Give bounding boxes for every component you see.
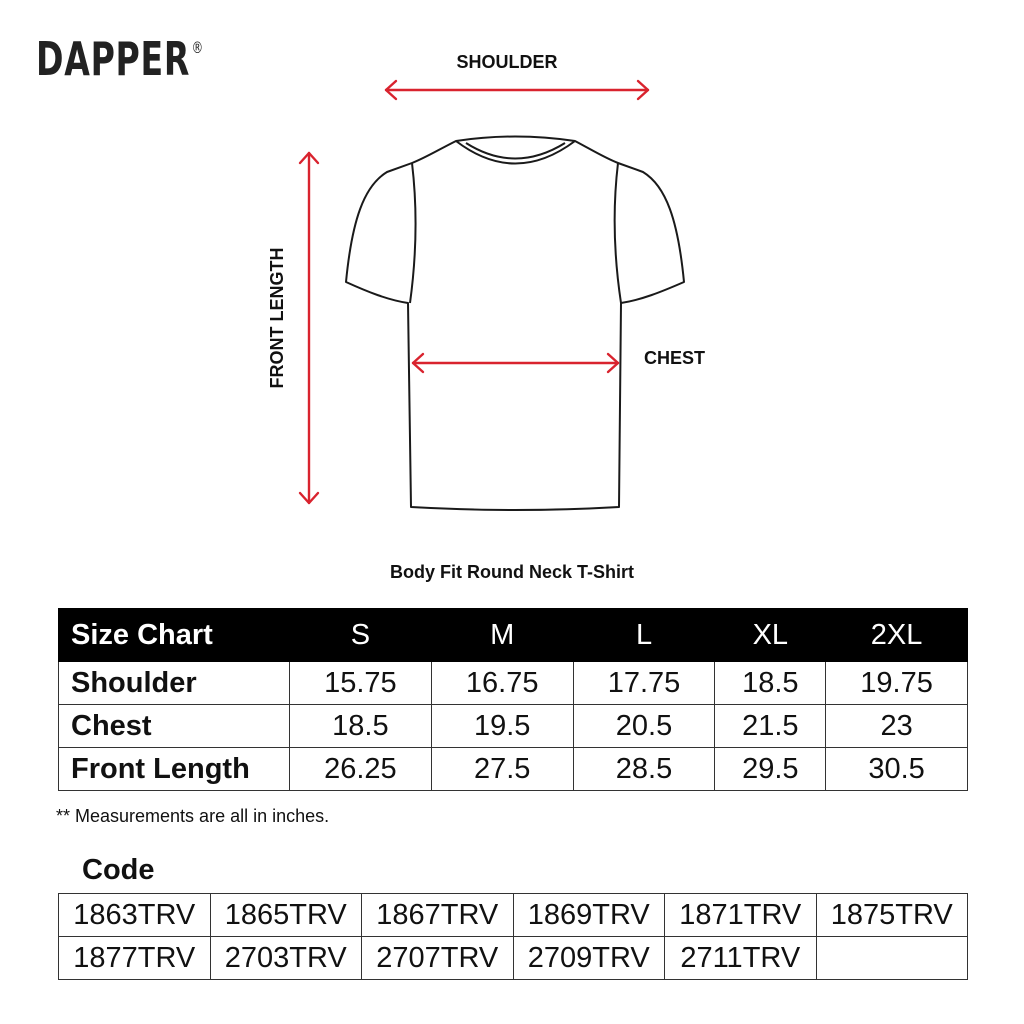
size-header: M [431,609,573,662]
table-cell: 20.5 [573,705,715,748]
shoulder-arrow [386,81,648,99]
measurement-arrows [300,81,648,503]
code-cell: 1877TRV [59,937,211,980]
table-cell: 27.5 [431,748,573,791]
size-chart-table [58,608,968,791]
table-cell: 18.5 [715,662,826,705]
code-cell: 1875TRV [816,894,968,937]
table-cell: 29.5 [715,748,826,791]
code-cell: 2709TRV [513,937,665,980]
code-cell: 1867TRV [362,894,514,937]
tshirt-outline [346,137,684,511]
table-cell: 19.75 [826,662,968,705]
code-cell: 1869TRV [513,894,665,937]
chest-label: CHEST [644,348,706,368]
table-cell: 17.75 [573,662,715,705]
code-cell: 1865TRV [210,894,362,937]
table-cell: 15.75 [290,662,432,705]
row-label: Front Length [59,748,290,791]
row-label: Chest [59,705,290,748]
code-cell: 2711TRV [665,937,817,980]
table-row-front-length [59,748,968,791]
front-length-arrow [300,153,318,503]
measurement-note: ** Measurements are all in inches. [56,806,330,826]
product-title: Body Fit Round Neck T-Shirt [389,562,634,582]
table-cell: 28.5 [573,748,715,791]
table-cell: 26.25 [290,748,432,791]
table-cell: 30.5 [826,748,968,791]
chest-arrow [413,354,618,372]
front-length-label: FRONT LENGTH [267,247,287,389]
shoulder-label: SHOULDER [456,52,558,72]
table-cell: 19.5 [431,705,573,748]
size-header: XL [715,609,826,662]
size-header: S [290,609,432,662]
size-chart-header-row [59,609,968,662]
size-chart-header: Size Chart [59,609,290,662]
table-cell: 21.5 [715,705,826,748]
code-table [58,893,968,980]
table-cell: 16.75 [431,662,573,705]
size-header: 2XL [826,609,968,662]
table-cell: 23 [826,705,968,748]
code-cell: 2703TRV [210,937,362,980]
registered-mark: ® [191,38,204,57]
row-label: Shoulder [59,662,290,705]
code-title: Code [82,854,155,886]
code-cell: 2707TRV [362,937,514,980]
code-cell: 1863TRV [59,894,211,937]
code-cell [816,937,968,980]
code-row [59,894,968,937]
table-row-chest [59,705,968,748]
code-row [59,937,968,980]
size-header: L [573,609,715,662]
brand-name: DAPPER [36,32,191,86]
table-row-shoulder [59,662,968,705]
code-cell: 1871TRV [665,894,817,937]
table-cell: 18.5 [290,705,432,748]
